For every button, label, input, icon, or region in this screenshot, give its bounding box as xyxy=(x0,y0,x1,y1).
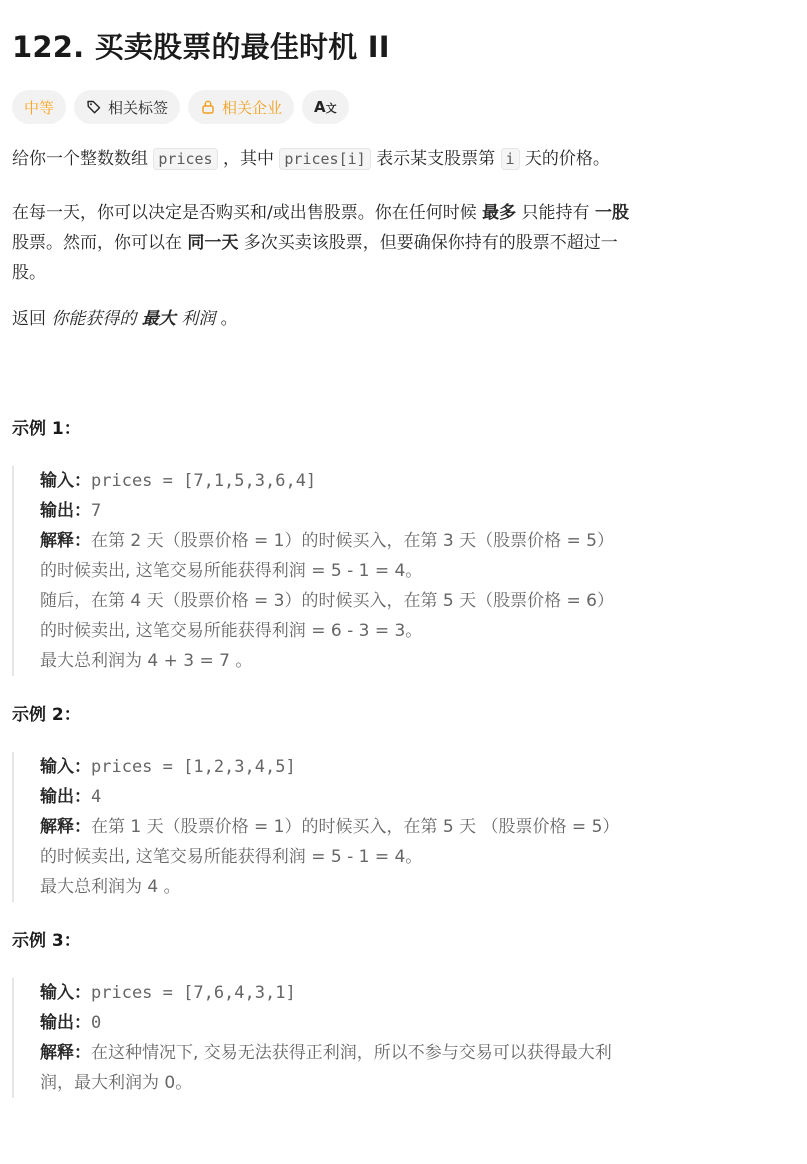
problem-page xyxy=(12,0,797,1098)
translate-button[interactable] xyxy=(302,90,349,124)
inline-code-i: i xyxy=(501,148,520,170)
example-2 xyxy=(12,702,797,902)
description-paragraph-1: 给你一个整数数组 prices ，其中 prices[i] 表示某支股票第 i 天的价格。 xyxy=(12,149,610,169)
description-paragraph-3: 返回 你能获得的 最大 利润 。 xyxy=(12,309,238,329)
example-block: 输入：prices = [7,1,5,3,6,4] 输出：7 解释：在第 2 天（股票价格 = 1）的时候买入，在第 3 天（股票价格 = 5） 的时候卖出, 这笔交易所能获得利润 = 5 - 1 = 4。 随后，在第 4 天（股票价格 = 3）的时候买入，在第 5 天（股票价格 = 6） 的时候卖出, 这笔交易所能获得利润 = 6 - 3 = 3。 最大总利润为 4 + 3 = 7 。 xyxy=(12,466,797,676)
tag-icon xyxy=(86,99,102,115)
example-3 xyxy=(12,928,797,1098)
example-block: 输入：prices = [7,6,4,3,1] 输出：0 解释：在这种情况下, 交易无法获得正利润，所以不参与交易可以获得最大利 润，最大利润为 0。 xyxy=(12,978,797,1098)
example-block: 输入：prices = [1,2,3,4,5] 输出：4 解释：在第 1 天（股票价格 = 1）的时候买入，在第 5 天 （股票价格 = 5） 的时候卖出, 这笔交易所能获得利润 = 5 - 1 = 4。 最大总利润为 4 。 xyxy=(12,752,797,902)
example-title: 示例 1： xyxy=(12,419,81,439)
difficulty-badge[interactable] xyxy=(12,90,66,124)
related-tags-label: 相关标签 xyxy=(108,98,169,117)
inline-code-prices: prices xyxy=(153,148,217,170)
related-companies-button[interactable] xyxy=(188,90,294,124)
inline-code-prices-i: prices[i] xyxy=(279,148,370,170)
lock-icon xyxy=(200,99,216,115)
example-1 xyxy=(12,416,797,676)
example-title: 示例 3： xyxy=(12,931,81,951)
related-tags-button[interactable] xyxy=(74,90,180,124)
description-paragraph-2: 在每一天，你可以决定是否购买和/或出售股票。你在任何时候 最多 只能持有 一股 股票。然而，你可以在 同一天 多次买卖该股票，但要确保你持有的股票不超过一 股。 xyxy=(12,203,629,283)
translate-icon: A文 xyxy=(314,98,337,116)
related-companies-label: 相关企业 xyxy=(222,98,283,117)
problem-title: 122. 买卖股票的最佳时机 II xyxy=(12,30,390,64)
example-title: 示例 2： xyxy=(12,705,81,725)
difficulty-label: 中等 xyxy=(24,98,55,117)
tag-row xyxy=(12,90,797,124)
